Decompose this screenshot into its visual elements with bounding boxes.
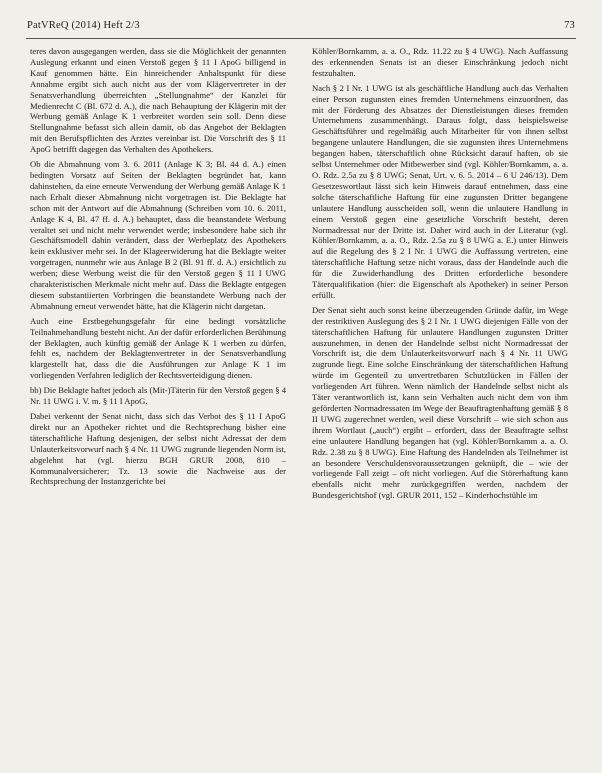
paragraph: Der Senat sieht auch sonst keine überzeugenden Gründe dafür, im Wege der restriktiven Auslegung des § 2 I Nr. 1 UWG diejenigen Fälle von der täterschaftlichen Haftung für unlautere Handlungen zugunsten Dritter auszunehmen, in denen der Handelnde selbst nicht Normadressat der Vorschrift ist, die dem Unlauterkeitsvorwurf nach § 4 Nr. 11 UWG zugrunde liegt. Eine solche Einschränkung der täterschaftlichen Haftung würde im Gegenteil zu unvertretbaren Schutzlücken in Fällen der vorliegenden Art führen. Wenn nämlich der Handelnde selbst nicht als Täter verantwortlich ist, kann sein Verhalten auch nicht dem von ihm geförderten Normadressaten im Wege der Beauftragtenhaftung gemäß § 8 II UWG zugerechnet werden, weil diese Vorschrift – wie sich schon aus ihrem Wortlaut („auch“) ergibt – erfordert, dass der Beauftragte selbst eine unlautere Handlung begangen hat (vgl. Köhler/Bornkamm a. a. O. Rdz. 2.38 zu § 8 UWG). Eine Haftung des Handelnden als Teilnehmer ist an besondere Verschuldensvoraussetzungen geknüpft, die – wie der vorliegende Fall zeigt – oft nicht vorliegen. Auf die Störerhaftung kann ebenfalls nicht mehr zurückgegriffen werden, nachdem der Bundesgerichtshof (vgl. GRUR 2011, 152 – Kinderhochstühle im <box>312 304 568 501</box>
page-number: 73 <box>564 20 575 31</box>
paragraph: Auch eine Erstbegehungsgefahr für eine bedingt vorsätzliche Teilnahmehandlung besteht nicht. An der dafür erforderlichen Berühmung der Beklagten, auch künftig gemäß der Anlage K 1 werben zu dürfen, fehlt es, nachdem der Beklagtenvertreter in der Senatsverhandlung klargestellt hat, dass die die Ausführungen zur Anlage K 1 im vorliegenden Verfahren lediglich der Rechtsverteidigung dienen. <box>30 315 286 381</box>
paragraph: Ob die Abmahnung vom 3. 6. 2011 (Anlage K 3; Bl. 44 d. A.) einen bedingten Vorsatz auf Seiten der Beklagten begründet hat, kann dahinstehen, da eine erneute Verwendung der Werbung gemäß Anlage K 1 nach Erhalt dieser Abmahnung nicht vorgetragen ist. Die Beklagte hat schon mit der Antwort auf die Abmahnung (Schreiben vom 10. 6. 2011, Anlage K 4, Bl. 47 ff. d. A.) behauptet, dass die beanstandete Werbung veraltet sei und nicht mehr verwendet werde; insbesondere habe sich ihr Geschäftsmodell dahin verändert, dass der Werbeplatz des Apothekers kein exklusiver mehr sei. In der Klageerwiderung hat die Beklagte weiter vorgetragen, nunmehr wie aus Anlage B 2 (Bl. 91 ff. d. A.) ersichtlich zu werben; diese Werbung weist die für den Verstoß gegen § 11 I UWG charakteristischen Merkmale nicht mehr auf. Dass die Beklagte entgegen diesem substantiierten Vorbringen die beanstandete Werbung nach der Abmahnung erneut verwendet hätte, hat die Klägerin nicht dargetan. <box>30 159 286 311</box>
right-column <box>312 46 568 505</box>
paragraph: Köhler/Bornkamm, a. a. O., Rdz. 11.22 zu § 4 UWG). Nach Auffassung des erkennenden Senats ist an dieser Einschränkung jedoch nicht festzuhalten. <box>312 46 568 78</box>
header-rule <box>26 38 576 39</box>
paragraph: teres davon ausgegangen werden, dass sie die Möglichkeit der genannten Auslegung erkannt und einen Verstoß gegen § 11 I ApoG billigend in Kauf genommen hätte. Ein hinreichender Anhaltspunkt für diese Annahme ergibt sich auch nicht aus der vom Klägervertreter in der Senatsverhandlung überreichten „Stellungnahme“ der Kanzlei für Medienrecht C (Bl. 672 d. A.), die nach Behauptung der Klägerin mit der Werbung gemäß Anlage K 1 verbreitet worden sein soll. Denn diese Stellungnahme befasst sich allein damit, ob das Angebot der Beklagten mit den Berufspflichten des Arztes vereinbar ist. Die Vorschrift des § 11 ApoG betrifft dagegen das Verhalten des Apothekers. <box>30 46 286 155</box>
paragraph: bb) Die Beklagte haftet jedoch als (Mit-)Täterin für den Verstoß gegen § 4 Nr. 11 UWG i. V. m. § 11 I ApoG. <box>30 385 286 407</box>
paragraph: Nach § 2 I Nr. 1 UWG ist als geschäftliche Handlung auch das Verhalten einer Person zugunsten eines fremden Unternehmens einzuordnen, das mit der Förderung des Absatzes der Dienstleistungen dieses fremden Unternehmens zusammenhängt. Daraus folgt, dass beispielsweise Geschäftsführer und regelmäßig auch Mitarbeiter für von ihnen selbst begangene unlautere Handlungen, die sie zugunsten ihres Unternehmens begangen haben, täterschaftlich ohne Rücksicht darauf haften, ob sie selbst Unternehmer oder Mitbewerber sind (vgl. Köhler/Bornkamm, a. a. O. Rdz. 2.5a zu § 8 UWG; Senat, Urt. v. 6. 5. 2014 – 6 U 246/13). Dem Gesetzeswortlaut lässt sich kein Hinweis darauf entnehmen, dass eine solche täterschaftliche Haftung für eine zugunsten Dritter begangene unlautere Handlung ausscheiden soll, wenn die unlautere Handlung in einem Verstoß gegen eine gesetzliche Vorschrift besteht, deren Normadressat nur der Dritte ist. Daher wird auch in der Literatur (vgl. Köhler/Bornkamm, a. a. O., Rdz. 2.5a zu § 8 UWG a. E.) unter Hinweis auf die Regelung des § 2 I Nr. 1 UWG die Auffassung vertreten, eine täterschaftliche Haftung setze nicht voraus, dass der Handelnde auch die für die Zuwiderhandlung des Dritten erforderliche besondere Täterqualifikation (hier: die Eigenschaft als Apotheker) in seiner Person erfüllt. <box>312 82 568 300</box>
left-column <box>30 46 286 491</box>
journal-reference: PatVReQ (2014) Heft 2/3 <box>27 20 140 31</box>
paragraph: Dabei verkennt der Senat nicht, dass sich das Verbot des § 11 I ApoG direkt nur an Apotheker richtet und die Rechtsprechung bisher eine täterschaftliche Haftung desjenigen, der selbst nicht Adressat der dem Unlauterkeitsvorwurf nach § 4 Nr. 11 UWG zugrunde liegenden Norm ist, abgelehnt hat (vgl. hierzu BGH GRUR 2008, 810 – Kommunalversicherer; Tz. 13 sowie die Nachweise aus der Rechtsprechung der Instanzgerichte bei <box>30 411 286 487</box>
running-header <box>27 20 575 36</box>
